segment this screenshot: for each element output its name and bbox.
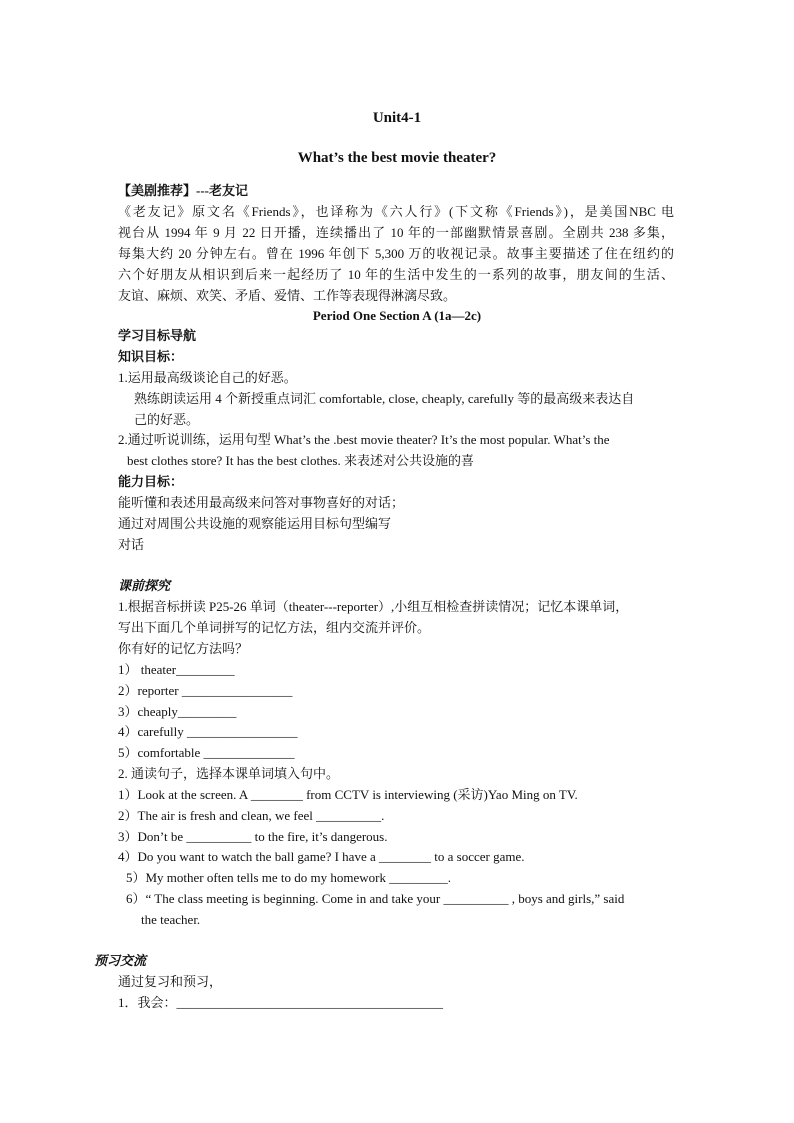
preclass-question: 你有好的记忆方法吗？ — [118, 641, 249, 656]
sentence-6-cont: the teacher. — [141, 912, 201, 927]
preclass-intro-b: 写出下面几个单词拼写的记忆方法，组内交流并评价。 — [118, 620, 431, 635]
drama-line-1: 《老友记》原文名《Friends》，也译称为《六人行》(下文称《Friends》)，是美国NBC 电 — [118, 204, 674, 219]
goals-heading: 学习目标导航 — [118, 328, 197, 343]
word-item-1: 1） theater_________ — [118, 662, 235, 677]
drama-heading: 【美剧推荐】---老友记 — [118, 183, 248, 198]
period-heading: Period One Section A (1a—2c) — [312, 308, 482, 323]
ability-goals-heading: 能力目标： — [118, 474, 184, 489]
word-item-2: 2）reporter _________________ — [118, 683, 293, 698]
sentence-5: 5）My mother often tells me to do my homework _________. — [126, 870, 451, 885]
lesson-title: What’s the best movie theater? — [297, 150, 497, 166]
drama-line-2: 视台从 1994 年 9 月 22 日开播，连续播出了 10 年的一部幽默情景喜剧。全剧共 238 多集， — [118, 225, 674, 240]
word-item-3: 3）cheaply_________ — [118, 704, 237, 719]
sentence-2: 2）The air is fresh and clean, we feel __________. — [118, 808, 385, 823]
sentence-6: 6）“ The class meeting is beginning. Come in and take your __________ , boys and girls,” said — [126, 891, 625, 906]
ability-goal-3: 对话 — [118, 537, 145, 552]
word-item-4: 4）carefully _________________ — [118, 724, 298, 739]
word-item-5: 5）comfortable ______________ — [118, 745, 295, 760]
task-2-heading: 2. 通读句子，选择本课单词填入句中。 — [118, 766, 340, 781]
ability-goal-1: 能听懂和表述用最高级来问答对事物喜好的对话； — [118, 495, 405, 510]
sentence-1: 1）Look at the screen. A ________ from CCTV is interviewing (采访)Yao Ming on TV. — [118, 787, 578, 802]
knowledge-goals-heading: 知识目标： — [118, 349, 184, 364]
drama-line-3: 每集大约 20 分钟左右。曾在 1996 年创下 5,300 万的收视记录。故事主要描述了住在纽约的 — [118, 246, 674, 261]
preclass-heading: 课前探究 — [118, 578, 171, 593]
sentence-4: 4）Do you want to watch the ball game? I have a ________ to a soccer game. — [118, 849, 525, 864]
preview-intro: 通过复习和预习， — [118, 974, 223, 989]
drama-line-4: 六个好朋友从相识到后来一起经历了 10 年的生活中发生的一系列的故事，朋友间的生活、 — [118, 267, 674, 282]
knowledge-goal-1-detail-a: 熟练朗读运用 4 个新授重点词汇 comfortable, close, cheaply, carefully 等的最高级来表达自 — [134, 391, 635, 406]
knowledge-goal-2b: best clothes store? It has the best clothes. 来表述对公共设施的喜 — [127, 453, 474, 468]
knowledge-goal-1: 1.运用最高级谈论自己的好恶。 — [118, 370, 297, 385]
sentence-3: 3）Don’t be __________ to the fire, it’s dangerous. — [118, 829, 388, 844]
preview-heading: 预习交流 — [94, 953, 147, 968]
drama-line-5: 友谊、麻烦、欢笑、矛盾、爱情、工作等表现得淋漓尽致。 — [118, 288, 457, 303]
knowledge-goal-1-detail-b: 己的好恶。 — [134, 412, 200, 427]
knowledge-goal-2a: 2.通过听说训练，运用句型 What’s the .best movie theater? It’s the most popular. What’s the — [118, 432, 610, 447]
preview-item-1: 1．我会：_________________________________________ — [118, 995, 444, 1010]
unit-title: Unit4-1 — [372, 110, 422, 126]
preclass-intro-a: 1.根据音标拼读 P25-26 单词（theater---reporter）,小组互相检查拼读情况；记忆本课单词， — [118, 599, 629, 614]
ability-goal-2: 通过对周围公共设施的观察能运用目标句型编写 — [118, 516, 392, 531]
